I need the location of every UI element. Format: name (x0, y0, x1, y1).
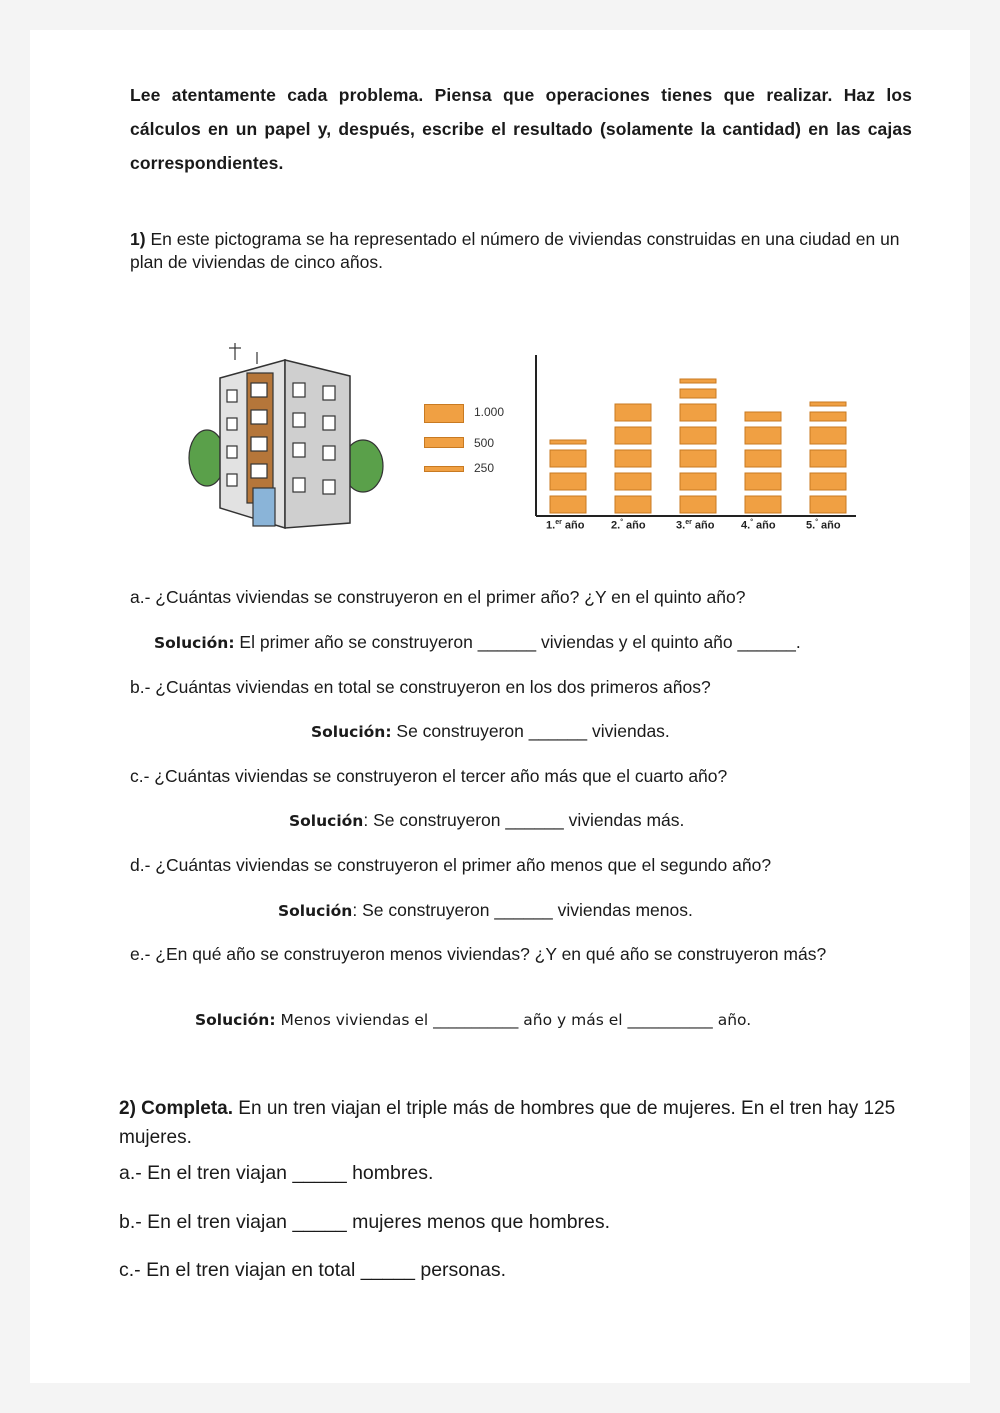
legend-icon-500 (424, 437, 464, 448)
problem-2-statement (119, 1094, 949, 1152)
legend-label-1000: 1.000 (474, 405, 505, 419)
pictogram-unit-3-4 (680, 427, 716, 444)
pictogram-unit-4-2 (745, 473, 781, 490)
solution-label: Solución (278, 902, 353, 920)
solution-e-text-1: Menos viviendas el (275, 1011, 434, 1029)
pictogram-unit-5-2 (810, 473, 846, 490)
x-axis-labels (530, 519, 860, 537)
legend-label-500: 500 (474, 436, 495, 450)
solution-label: Solución: (311, 723, 392, 741)
solution-label: Solución (289, 812, 364, 830)
answer-blank-e1[interactable]: ___________ (433, 1011, 519, 1029)
solution-label: Solución: (154, 634, 235, 652)
solution-a-text-2: viviendas y el quinto año (536, 632, 738, 652)
question-b: b.- ¿Cuántas viviendas en total se construyeron en los dos primeros años? (130, 677, 711, 697)
pictogram-unit-5-3 (810, 450, 846, 467)
pictogram-unit-2-5 (615, 404, 651, 421)
answer-blank-a2[interactable]: ______ (737, 632, 796, 652)
solution-c (289, 809, 684, 832)
problem-2-a-text-1: a.- En el tren viajan (119, 1162, 293, 1184)
solution-e-text-2: año y más el (518, 1011, 628, 1029)
problem-2-b-text-1: b.- En el tren viajan (119, 1211, 293, 1233)
pictogram-unit-2-2 (615, 473, 651, 490)
x-label-year-5: 5.° año (806, 519, 841, 532)
problem-2-c-text-2: personas. (414, 1259, 507, 1281)
pictogram-unit-3-6 (680, 389, 716, 398)
answer-blank-e2[interactable]: ___________ (627, 1011, 713, 1029)
solution-label: Solución: (195, 1011, 276, 1029)
problem-2-b (119, 1210, 610, 1234)
pictogram-unit-3-1 (680, 496, 716, 513)
pictogram-unit-5-4 (810, 427, 846, 444)
pictogram-unit-3-5 (680, 404, 716, 421)
answer-blank-c[interactable]: ______ (505, 810, 564, 830)
pictogram-unit-1-1 (550, 496, 586, 513)
solution-a (154, 631, 801, 654)
solution-a-text-3: . (795, 632, 801, 652)
answer-blank-2a[interactable]: _____ (292, 1162, 347, 1184)
question-d: d.- ¿Cuántas viviendas se construyeron el primer año menos que el segundo año? (130, 855, 772, 875)
problem-1-statement (130, 228, 900, 274)
pictogram-unit-1-3 (550, 450, 586, 467)
solution-c-text-2: viviendas más. (563, 810, 685, 830)
problem-1-text: En este pictograma se ha representado el número de viviendas construidas en una ciudad en un plan de viviendas de cinco años. (130, 229, 900, 272)
pictogram-unit-1-2 (550, 473, 586, 490)
answer-blank-a1[interactable]: ______ (477, 632, 537, 652)
solution-d-text-2: viviendas menos. (552, 900, 693, 920)
solution-a-text-1: El primer año se construyeron (234, 632, 478, 652)
pictogram-unit-3-3 (680, 450, 716, 467)
solution-b (311, 720, 670, 743)
pictogram-unit-4-5 (745, 412, 781, 421)
solution-e (195, 1011, 751, 1029)
answer-blank-d[interactable]: ______ (494, 900, 553, 920)
x-label-year-4: 4.° año (741, 519, 776, 532)
problem-2-b-text-2: mujeres menos que hombres. (346, 1211, 611, 1233)
solution-c-text-1: : Se construyeron (363, 810, 506, 830)
legend-icon-1000 (424, 404, 464, 423)
pictogram-unit-4-3 (745, 450, 781, 467)
question-a: a.- ¿Cuántas viviendas se construyeron en el primer año? ¿Y en el quinto año? (130, 587, 746, 607)
pictogram-legend (424, 398, 524, 483)
problem-2-a-text-2: hombres. (346, 1162, 434, 1184)
legend-icon-250 (424, 466, 464, 472)
problem-2-title: 2) Completa. (119, 1098, 234, 1119)
pictogram-unit-4-4 (745, 427, 781, 444)
problem-2-c-text-1: c.- En el tren viajan en total (119, 1259, 361, 1281)
question-c: c.- ¿Cuántas viviendas se construyeron el tercer año más que el cuarto año? (130, 766, 728, 786)
solution-d (278, 899, 693, 922)
legend-label-250: 250 (474, 461, 495, 475)
pictogram-unit-3-7 (680, 379, 716, 383)
instructions: Lee atentamente cada problema. Piensa que operaciones tienes que realizar. Haz los cálculos en un papel y, después, escribe el resultado (solamente la cantidad) en las cajas correspondientes. (130, 85, 912, 173)
question-e: e.- ¿En qué año se construyeron menos viviendas? ¿Y en qué año se construyeron más? (130, 944, 827, 964)
pictogram-unit-2-4 (615, 427, 651, 444)
problem-2-text: En un tren viajan el triple más de hombres que de mujeres. En el tren hay 125 mujeres. (119, 1098, 896, 1148)
pictogram-unit-5-6 (810, 402, 846, 406)
solution-e-text-3: año. (712, 1011, 752, 1029)
pictogram-unit-1-4 (550, 440, 586, 444)
pictogram-unit-2-1 (615, 496, 651, 513)
x-label-year-3: 3.$^{er}$ año (676, 519, 715, 532)
pictogram-chart (530, 350, 860, 540)
problem-2-a (119, 1161, 433, 1185)
problem-2-c (119, 1258, 506, 1282)
answer-blank-2b[interactable]: _____ (292, 1211, 347, 1233)
answer-blank-b[interactable]: ______ (528, 721, 588, 741)
pictogram-unit-3-2 (680, 473, 716, 490)
pictogram-unit-5-1 (810, 496, 846, 513)
x-label-year-2: 2.° año (611, 519, 646, 532)
answer-blank-2c[interactable]: _____ (360, 1259, 415, 1281)
solution-b-text-2: viviendas. (587, 721, 670, 741)
problem-1-number: 1) (130, 229, 146, 249)
x-label-year-1: 1.$^{er}$ año (546, 519, 585, 532)
solution-b-text-1: Se construyeron (391, 721, 529, 741)
pictogram-unit-5-5 (810, 412, 846, 421)
pictogram-unit-4-1 (745, 496, 781, 513)
pictogram-unit-2-3 (615, 450, 651, 467)
solution-d-text-1: : Se construyeron (352, 900, 495, 920)
building-illustration (185, 338, 385, 538)
